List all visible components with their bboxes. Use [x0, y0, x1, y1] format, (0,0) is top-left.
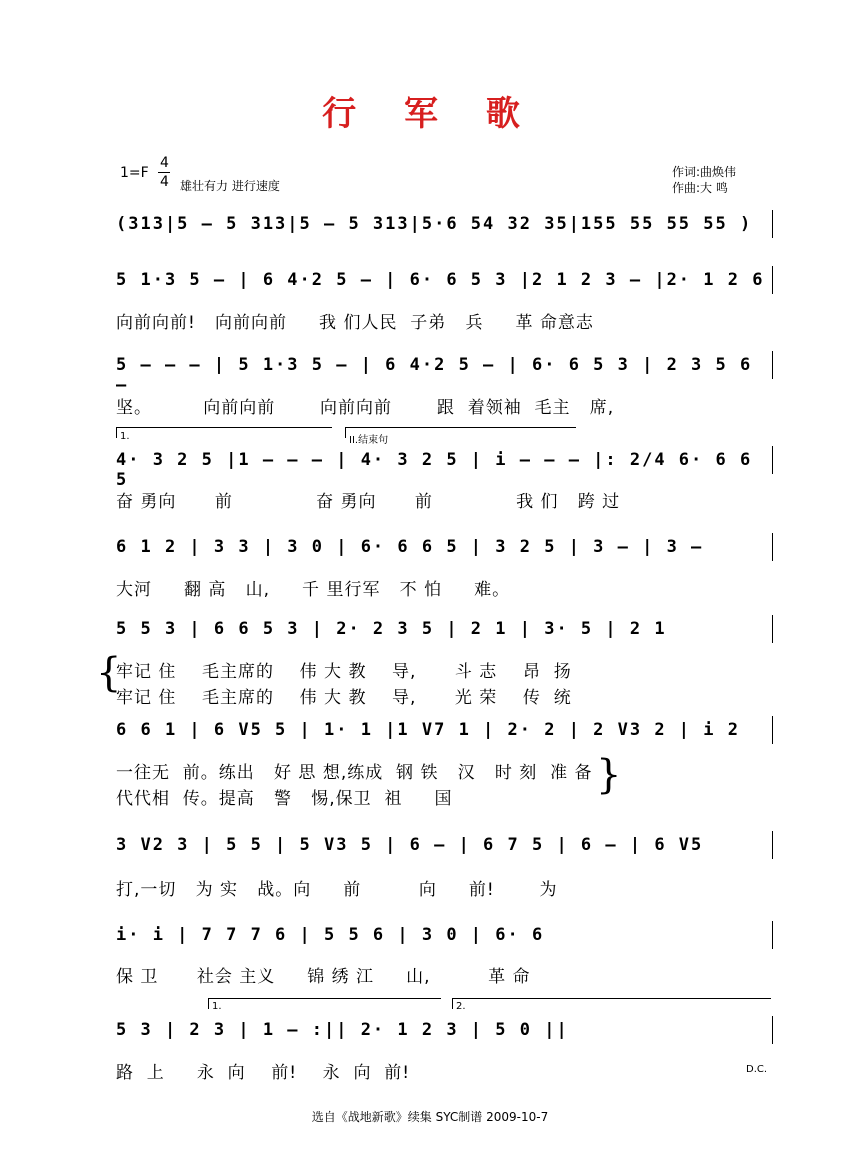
key-signature: 1=F [120, 165, 149, 181]
notation-row: 3 V2 3 | 5 5 | 5 V3 5 | 6 – | 6 7 5 | 6 – | 6 V5 [116, 835, 704, 855]
notation-row: 6 6 1 | 6 V5 5 | 1· 1 |1 V7 1 | 2· 2 | 2 V3 2 | i 2 [116, 720, 740, 740]
lyrics-row: 向前向前! 向前向前 我 们人民 子弟 兵 革 命意志 [116, 313, 594, 333]
lyrics-row: 奋 勇向 前 奋 勇向 前 我 们 跨 过 [116, 492, 621, 512]
volta-first [116, 427, 332, 438]
tempo-marking: 雄壮有力 进行速度 [180, 179, 280, 193]
dc-mark: D.C. [746, 1064, 768, 1075]
notation-row: i· i | 7 7 7 6 | 5 5 6 | 3 0 | 6· 6 [116, 925, 545, 945]
meter-divider [158, 172, 170, 173]
footer: 选自《战地新歌》续集 SYC制谱 2009-10-7 [311, 1110, 549, 1124]
notation-row: 4· 3 2 5 |1 – – – | 4· 3 2 5 | i – – – |: 2/4 6· 6 6 5 [116, 450, 753, 490]
volta-second-ending-label: 2. [456, 1001, 466, 1012]
song-title: 行 军 歌 [322, 94, 538, 134]
verse-brace-right: } [596, 752, 622, 798]
volta-first-ending-label: 1. [212, 1001, 222, 1012]
composer: 作曲:大 鸣 [672, 181, 728, 195]
barline [772, 446, 773, 474]
barline [772, 351, 773, 379]
lyricist: 作词:曲焕伟 [672, 165, 737, 179]
meter-top: 4 [160, 155, 169, 171]
notation-row: 5 1·3 5 – | 6 4·2 5 – | 6· 6 5 3 |2 1 2 3 – |2· 1 2 6 [116, 270, 765, 290]
barline [772, 210, 773, 238]
barline [772, 831, 773, 859]
notation-row: (313|5 – 5 313|5 – 5 313|5·6 54 32 35|155 55 55 55 ) [116, 214, 753, 234]
notation-row: 5 5 3 | 6 6 5 3 | 2· 2 3 5 | 2 1 | 3· 5 | 2 1 [116, 619, 667, 639]
volta-first-label: 1. [120, 431, 130, 442]
lyrics-row: 坚。 向前向前 向前向前 跟 着领袖 毛主 席, [116, 398, 615, 418]
lyrics-row: 代代相 传。提高 警 惕,保卫 祖 国 [116, 789, 453, 809]
verse-brace-left: { [96, 650, 122, 696]
barline [772, 533, 773, 561]
lyrics-row: 牢记 住 毛主席的 伟 大 教 导, 斗 志 昂 扬 [116, 662, 572, 682]
lyrics-row: 大河 翻 高 山, 千 里行军 不 怕 难。 [116, 580, 511, 600]
volta-first-ending [208, 998, 441, 1009]
barline [772, 921, 773, 949]
lyrics-row: 打,一切 为 实 战。向 前 向 前! 为 [116, 880, 558, 900]
notation-row: 5 3 | 2 3 | 1 – :|| 2· 1 2 3 | 5 0 || [116, 1020, 569, 1040]
meter-bottom: 4 [160, 174, 169, 190]
barline [772, 1016, 773, 1044]
barline [772, 266, 773, 294]
lyrics-row: 路 上 永 向 前! 永 向 前! [116, 1063, 411, 1083]
volta-second-ending [452, 998, 771, 1009]
lyrics-row: 牢记 住 毛主席的 伟 大 教 导, 光 荣 传 统 [116, 688, 572, 708]
barline [772, 615, 773, 643]
lyrics-row: 保 卫 社会 主义 锦 绣 江 山, 革 命 [116, 967, 531, 987]
notation-row: 5 – – – | 5 1·3 5 – | 6 4·2 5 – | 6· 6 5 3 | 2 3 5 6 – [116, 355, 753, 395]
lyrics-row: 一往无 前。练出 好 思 想,练成 钢 铁 汉 时 刻 准 备 [116, 763, 593, 783]
notation-row: 6 1 2 | 3 3 | 3 0 | 6· 6 6 5 | 3 2 5 | 3 – | 3 – [116, 537, 704, 557]
barline [772, 716, 773, 744]
volta-second-label: II.结束句 [349, 435, 389, 446]
